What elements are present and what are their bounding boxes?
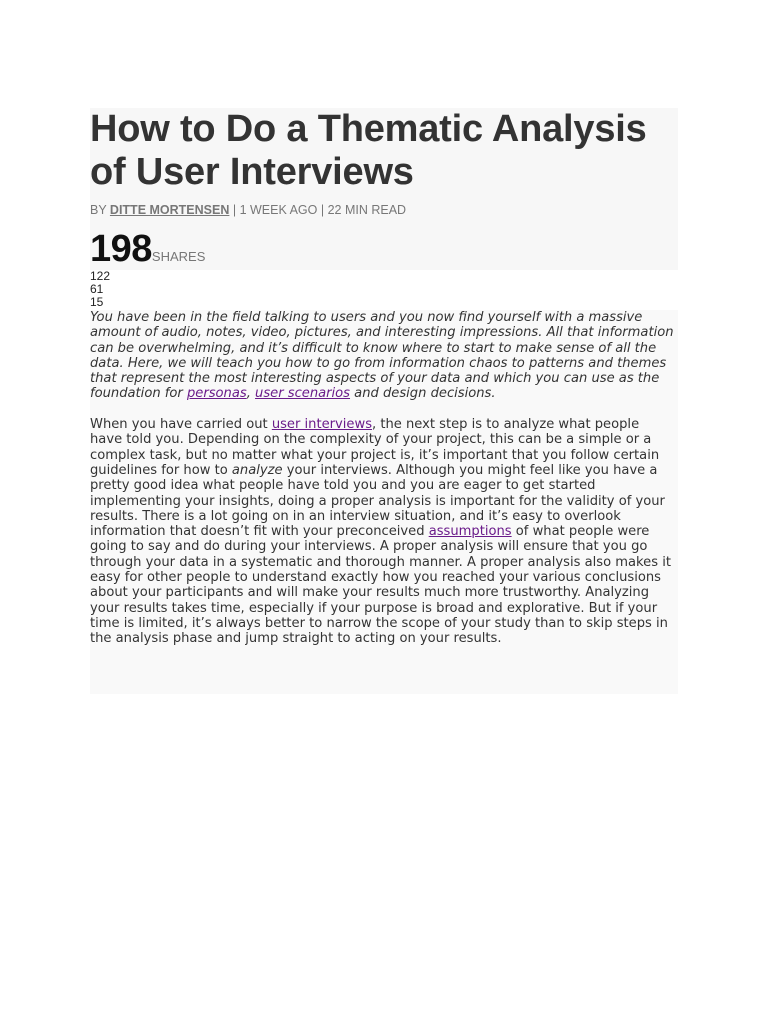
paragraph-text: When you have carried out bbox=[90, 417, 272, 433]
author-link[interactable]: DITTE MORTENSEN bbox=[109, 203, 230, 217]
paragraph-spacer bbox=[90, 402, 674, 417]
social-share-counts bbox=[90, 270, 110, 309]
assumptions-link[interactable]: assumptions bbox=[428, 524, 512, 540]
social-count: 122 bbox=[90, 269, 111, 283]
read-time: 22 MIN READ bbox=[327, 203, 407, 217]
share-label: SHARES bbox=[151, 249, 206, 264]
byline bbox=[90, 202, 406, 218]
byline-separator: | bbox=[317, 203, 328, 217]
social-count: 61 bbox=[90, 282, 104, 296]
share-counter bbox=[90, 230, 205, 268]
posted-time: 1 WEEK AGO bbox=[239, 203, 318, 217]
byline-separator: | bbox=[229, 203, 240, 217]
user-scenarios-link[interactable]: user scenarios bbox=[255, 386, 351, 402]
paragraph-text: , the next step is to analyze what people have told you. Depending on the complexity of your project, this can be a simple or a complex task, but no matter what your project is, it’s important that you follow certain guidelines for how to bbox=[90, 417, 660, 478]
paragraph-text: of what people were going to say and do during your interviews. A proper analysis will ensure that you go through your data in a systematic and thorough manner. A proper analysis also makes it easy for other people to understand exactly how you reached your various conclusions about your participants and will make your results much more trustworthy. Analyzing your results takes time, especially if your purpose is broad and explorative. But if your time is limited, it’s always better to narrow the scope of your study than to skip steps in the analysis phase and jump straight to acting on your results. bbox=[90, 524, 671, 647]
user-interviews-link[interactable]: user interviews bbox=[271, 417, 373, 433]
intro-tail: and design decisions. bbox=[350, 386, 496, 402]
byline-prefix: BY bbox=[90, 203, 110, 217]
social-count: 15 bbox=[90, 295, 104, 309]
paragraph-text: your interviews. Although you might feel like you have a pretty good idea what people have told you and you are eager to get started implementing your insights, doing a proper analysis is important for the validity of your results. There is a lot going on in an interview situation, and it’s easy to overlook information that doesn’t fit with your preconceived bbox=[90, 462, 665, 540]
article-title: How to Do a Thematic Analysis of User Interviews bbox=[90, 108, 647, 193]
share-count: 198 bbox=[90, 228, 152, 270]
personas-link[interactable]: personas bbox=[186, 386, 247, 402]
body-paragraph bbox=[90, 417, 674, 646]
intro-separator: , bbox=[246, 386, 256, 402]
intro-text: You have been in the field talking to users and you now find yourself with a massive amount of audio, notes, video, pictures, and interesting impressions. All that information can be overwhelming, and it’s difficult to know where to start to make sense of all the data. Here, we will teach you how to go from information chaos to patterns and themes that represent the most interesting aspects of your data and which you can use as the foundation for bbox=[90, 310, 674, 402]
intro-paragraph bbox=[90, 310, 674, 402]
article-body bbox=[90, 310, 674, 647]
emphasis-analyze: analyze bbox=[231, 462, 283, 478]
